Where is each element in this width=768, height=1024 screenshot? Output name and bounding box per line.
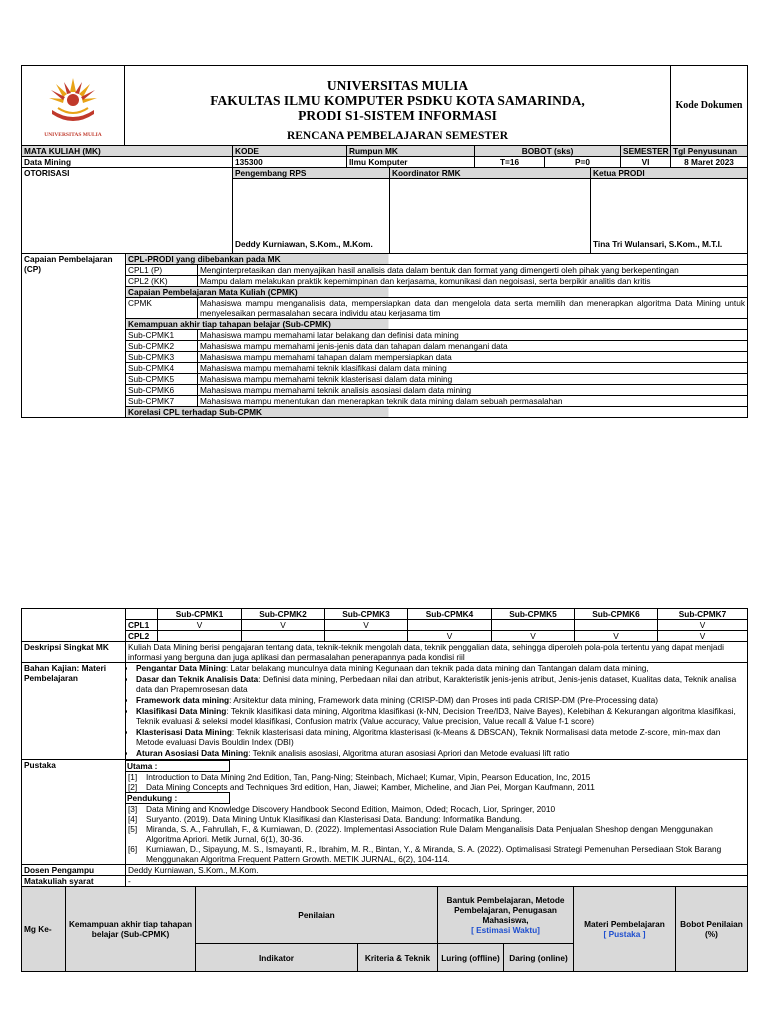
cpmk-header: Capaian Pembelajaran Mata Kuliah (CPMK) xyxy=(126,286,748,297)
sub-cpmk-text: Mahasiswa mampu memahami teknik klasifikasi dalam data mining xyxy=(198,362,748,373)
bantuk-header: Bantuk Pembelajaran, Metode Pembelajaran, Penugasan Mahasiswa, [ Estimasi Waktu] xyxy=(438,887,574,944)
bahan-item: • Klasifikasi Data Mining: Teknik klasifikasi data mining, Algoritma klasifikasi (k-NN, Decision Tree/ID3, Naive Bayes), Kelebihan & Kekurangan algoritma klasifikasi, Teknik evaluasi & seleksi model klasifikasi, Confusion matrix (Value accuracy, Value precision, Value recall & Value f-1 score) xyxy=(136,706,745,726)
sub-cpmk-code: Sub-CPMK3 xyxy=(126,351,198,362)
bahan-list xyxy=(126,663,748,760)
luring-header: Luring (offline) xyxy=(438,944,504,972)
daring-header: Daring (online) xyxy=(504,944,574,972)
korelasi-mark xyxy=(492,620,575,631)
koordinator-signature xyxy=(390,178,591,253)
schedule-header-table xyxy=(21,886,748,972)
kode-dokumen: Kode Dokumen xyxy=(671,66,748,146)
university-logo xyxy=(38,70,108,140)
sub-cpmk-text: Mahasiswa mampu memahami jenis-jenis data dan tahapan dalam menangani data xyxy=(198,340,748,351)
penilaian-header: Penilaian xyxy=(196,887,438,944)
korelasi-mark xyxy=(158,631,242,642)
sub-cpmk-text: Mahasiswa mampu memahami teknik analisis asosiasi dalam data mining xyxy=(198,384,748,395)
bahan-label: Bahan Kajian: Materi Pembelajaran xyxy=(22,663,126,760)
sub-cpmk-text: Mahasiswa mampu memahami latar belakang dan definisi data mining xyxy=(198,329,748,340)
university-name: UNIVERSITAS MULIA xyxy=(326,78,469,93)
sub-cpmk-code: Sub-CPMK1 xyxy=(126,329,198,340)
korelasi-mark xyxy=(575,620,658,631)
cpl2-text: Mampu dalam melakukan praktik kepemimpinan dan kerjasama, komunikasi dan negoisasi, serta berpikir analitis dan kritis xyxy=(198,275,748,286)
sub-cpmk-code: Sub-CPMK7 xyxy=(126,395,198,406)
sub-cpmk-header: Kemampuan akhir tiap tahapan belajar (Sub-CPMK) xyxy=(126,318,748,329)
korelasi-col: Sub-CPMK4 xyxy=(408,609,492,620)
title-block xyxy=(125,66,671,146)
bahan-item: • Pengantar Data Mining: Latar belakang munculnya data mining Kegunaan dan teknik pada data mining dan Tantangan dalam data mining, xyxy=(136,663,745,673)
pustaka-ref: [5] Miranda, S. A., Fahrullah, F., & Kurniawan, D. (2022). Implementasi Association Rule Dalam Menganalisis Data Penjualan Sheshop dengan Menggunakan Algoritma Apriori. Metik Jurnal, 6(1), 30-36. xyxy=(128,824,713,844)
deskripsi-label: Deskripsi Singkat MK xyxy=(22,642,126,663)
sub-cpmk-code: Sub-CPMK2 xyxy=(126,340,198,351)
rumpun-value: Ilmu Komputer xyxy=(347,156,475,167)
program-name: PRODI S1-SISTEM INFORMASI xyxy=(298,108,497,123)
bobot-p: P=0 xyxy=(545,156,621,167)
dosen-label: Dosen Pengampu xyxy=(22,865,126,876)
bahan-item: • Framework data mining: Arsitektur data mining, Framework data mining (CRISP-DM) dan Proses inti pada CRISP-DM (Pre-Processing data) xyxy=(136,695,745,705)
kode-value: 135300 xyxy=(233,156,347,167)
tgl-value: 8 Maret 2023 xyxy=(671,156,748,167)
h-pengembang: Pengembang RPS xyxy=(233,167,390,178)
sub-cpmk-text: Mahasiswa mampu memahami teknik klasterisasi dalam data mining xyxy=(198,373,748,384)
rps-page-2 xyxy=(21,608,747,972)
korelasi-corner xyxy=(126,609,158,620)
indikator-header: Indikator xyxy=(196,944,358,972)
rps-page-1 xyxy=(21,65,747,418)
cpl2-code: CPL2 (KK) xyxy=(126,275,198,286)
pustaka-label: Pustaka xyxy=(22,760,126,865)
kaprodi-name: Tina Tri Wulansari, S.Kom., M.T.I. xyxy=(591,178,748,253)
korelasi-mark: V xyxy=(325,620,408,631)
korelasi-mark: V xyxy=(158,620,242,631)
syarat-value: - xyxy=(126,876,748,887)
sub-cpmk-text: Mahasiswa mampu menentukan dan menerapkan teknik data mining dalam sebuah permasalahan xyxy=(198,395,748,406)
course-table xyxy=(21,145,748,168)
logo-label: UNIVERSITAS MULIA xyxy=(44,131,102,138)
korelasi-mark: V xyxy=(658,631,748,642)
korelasi-mark: V xyxy=(408,631,492,642)
pengembang-name: Deddy Kurniawan, S.Kom., M.Kom. xyxy=(233,178,390,253)
deskripsi-text: Kuliah Data Mining berisi pengajaran tentang data, teknik-teknik mengolah data, teknik penggalian data, sehingga diperoleh pola-pola tertentu yang dapat menjadi informasi yang berguna dan juga aplikasi dan permasalahan penerapannya pada kondisi riil xyxy=(126,642,748,663)
korelasi-spacer xyxy=(22,609,126,642)
cp-table xyxy=(21,253,748,419)
cpmk-code: CPMK xyxy=(126,297,198,318)
bobot-header: Bobot Penilaian (%) xyxy=(676,887,748,972)
korelasi-mark xyxy=(242,631,325,642)
materi-header: Materi Pembelajaran [ Pustaka ] xyxy=(574,887,676,972)
sub-cpmk-text: Mahasiswa mampu memahami tahapan dalam mempersiapkan data xyxy=(198,351,748,362)
h-semester: SEMESTER xyxy=(621,145,671,156)
korelasi-header: Korelasi CPL terhadap Sub-CPMK xyxy=(126,406,748,417)
cpmk-text: Mahasiswa mampu menganalisis data, mempersiapkan data dan mengelola data serta memilih dan menerapkan algoritma Data Mining untuk menyelesaikan permasalahan secara individu atau kerjasama tim xyxy=(198,297,748,318)
korelasi-mark: V xyxy=(492,631,575,642)
korelasi-table xyxy=(21,608,748,642)
otorisasi-table xyxy=(21,167,748,254)
h-koordinator: Koordinator RMK xyxy=(390,167,591,178)
h-bobot: BOBOT (sks) xyxy=(475,145,621,156)
korelasi-mark xyxy=(325,631,408,642)
h-kaprodi: Ketua PRODI xyxy=(591,167,748,178)
korelasi-col: Sub-CPMK6 xyxy=(575,609,658,620)
pustaka-pendukung-label: Pendukung : xyxy=(126,792,231,804)
document-title: RENCANA PEMBELAJARAN SEMESTER xyxy=(286,130,509,142)
sub-cpmk-code: Sub-CPMK6 xyxy=(126,384,198,395)
logo-cell xyxy=(22,66,125,146)
pustaka-ref: [6] Kurniawan, D., Sipayung, M. S., Ismayanti, R., Ibrahim, M. R., Bintan, Y., & Miranda, S. A. (2022). Optimalisasi Strategi Pemenuhan Persediaan Stok Barang Menggunakan Algoritma Frequent Pattern Growth. METIK JURNAL, 6(2), 104-114. xyxy=(128,844,722,864)
pustaka-utama-label: Utama : xyxy=(126,760,231,772)
korelasi-col: Sub-CPMK2 xyxy=(242,609,325,620)
korelasi-row-label: CPL2 xyxy=(126,631,158,642)
korelasi-mark xyxy=(408,620,492,631)
bahan-item: • Klasterisasi Data Mining: Teknik klasterisasi data mining, Algoritma klasterisasi (k-Means & DBSCAN), Teknik Normalisasi data metode Z-score, min-max dan Metode evaluasi Davis Bouldin Index (DBI) xyxy=(136,727,745,747)
h-rumpun: Rumpun MK xyxy=(347,145,475,156)
detail-table xyxy=(21,641,748,887)
sub-cpmk-code: Sub-CPMK5 xyxy=(126,373,198,384)
korelasi-col: Sub-CPMK3 xyxy=(325,609,408,620)
bahan-item: • Dasar dan Teknik Analisis Data: Definisi data mining, Perbedaan nilai dan atribut, Karakteristik jenis-jenis atribut, Jenis-jenis dataset, Kualitas data, Teknik analisa data dan Prapemrosesan data xyxy=(136,674,745,694)
h-tgl: Tgl Penyusunan xyxy=(671,145,748,156)
cpl1-text: Menginterpretasikan dan menyajikan hasil analisis data dalam bentuk dan format yang dimengerti oleh pihak yang berkepentingan xyxy=(198,264,748,275)
syarat-label: Matakuliah syarat xyxy=(22,876,126,887)
korelasi-col: Sub-CPMK1 xyxy=(158,609,242,620)
otorisasi-label: OTORISASI xyxy=(22,167,233,253)
cp-label: Capaian Pembelajaran (CP) xyxy=(22,253,126,418)
bobot-t: T=16 xyxy=(475,156,545,167)
sub-cpmk-code: Sub-CPMK4 xyxy=(126,362,198,373)
kemampuan-header: Kemampuan akhir tiap tahapan belajar (Sub-CPMK) xyxy=(66,887,196,972)
pustaka-ref: [4] Suryanto. (2019). Data Mining Untuk Klasifikasi dan Klasterisasi Data. Bandung: Informatika Bandung. xyxy=(128,814,522,824)
korelasi-col: Sub-CPMK5 xyxy=(492,609,575,620)
pustaka-list xyxy=(126,760,748,865)
kriteria-header: Kriteria & Teknik xyxy=(358,944,438,972)
korelasi-mark: V xyxy=(242,620,325,631)
cpl1-code: CPL1 (P) xyxy=(126,264,198,275)
faculty-name: FAKULTAS ILMU KOMPUTER PSDKU KOTA SAMARINDA, xyxy=(210,93,585,108)
mg-ke-header: Mg Ke- xyxy=(22,887,66,972)
korelasi-mark: V xyxy=(658,620,748,631)
cpl-header: CPL-PRODI yang dibebankan pada MK xyxy=(126,253,748,264)
korelasi-col: Sub-CPMK7 xyxy=(658,609,748,620)
h-mk: MATA KULIAH (MK) xyxy=(22,145,233,156)
pustaka-ref: [1] Introduction to Data Mining 2nd Edition, Tan, Pang-Ning; Steinbach, Michael; Kumar, Vipin, Pearson Education, Inc, 2015 xyxy=(128,772,591,782)
bahan-item: • Aturan Asosiasi Data Mining: Teknik analisis asosiasi, Algoritma aturan asosiasi Apriori dan Metode evaluasi lift ratio xyxy=(136,748,745,758)
dosen-value: Deddy Kurniawan, S.Kom., M.Kom. xyxy=(126,865,748,876)
korelasi-row-label: CPL1 xyxy=(126,620,158,631)
mk-value: Data Mining xyxy=(22,156,233,167)
pustaka-ref: [3] Data Mining and Knowledge Discovery Handbook Second Edition, Maimon, Oded; Rocach, Lior, Springer, 2010 xyxy=(128,804,556,814)
semester-value: VI xyxy=(621,156,671,167)
rps-header-table xyxy=(21,65,748,146)
korelasi-mark: V xyxy=(575,631,658,642)
h-kode: KODE xyxy=(233,145,347,156)
pustaka-ref: [2] Data Mining Concepts and Techniques 3rd edition, Han, Jiawei; Kamber, Micheline, and Jian Pei, Morgan Kaufmann, 2011 xyxy=(128,782,595,792)
